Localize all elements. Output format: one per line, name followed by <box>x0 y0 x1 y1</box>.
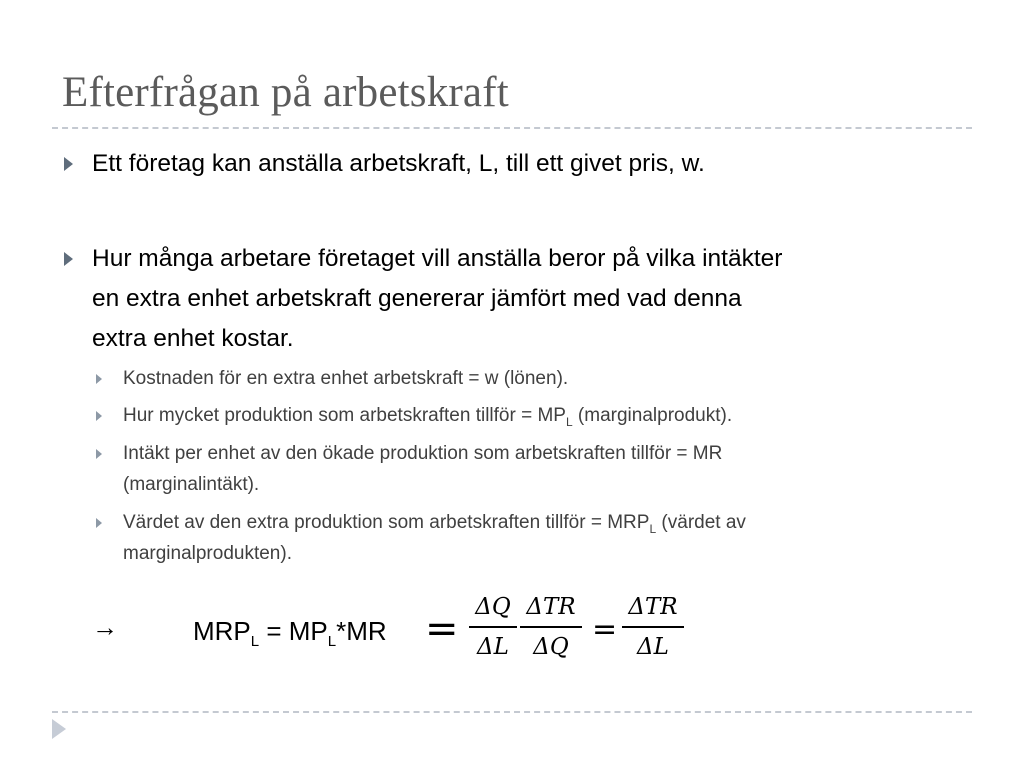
formula-mrp <box>193 616 387 650</box>
sub-bullet-text-line: (marginalintäkt). <box>123 474 260 495</box>
sub-bullet-text-part: (värdet av <box>656 512 746 533</box>
bullet-text: Ett företag kan anställa arbetskraft, L, till ett givet pris, w. <box>92 150 705 177</box>
subscript: L <box>649 522 657 536</box>
subscript: L <box>565 415 573 429</box>
sub-bullet-text: Kostnaden för en extra enhet arbetskraft = w (lönen). <box>123 368 569 389</box>
fraction-dtr-dq <box>520 594 582 660</box>
bullet-text-line: extra enhet kostar. <box>92 325 294 352</box>
sub-bullet-arrow-icon <box>96 411 102 421</box>
equals-sign: = <box>592 612 618 647</box>
bullet-arrow-icon <box>64 252 73 266</box>
sub-bullet-text-part: (marginalprodukt). <box>572 405 733 426</box>
fraction-dtr-dl <box>622 594 684 660</box>
formula-part: = MP <box>259 616 328 646</box>
sub-bullet-text-part: Värdet av den extra produktion som arbetskraften tillför = MRP <box>123 512 650 533</box>
subscript: L <box>250 633 260 650</box>
bullet-text-line: Hur många arbetare företaget vill anställa beror på vilka intäkter <box>92 245 783 272</box>
formula-part: *MR <box>336 616 387 646</box>
fraction-denominator: ΔQ <box>533 634 569 660</box>
slide-title: Efterfrågan på arbetskraft <box>62 69 509 116</box>
sub-bullet-arrow-icon <box>96 449 102 459</box>
subscript: L <box>327 633 337 650</box>
fraction-denominator: ΔL <box>477 634 509 660</box>
sub-bullet-text-part: Hur mycket produktion som arbetskraften tillför = MP <box>123 405 566 426</box>
slide-nav-arrow-icon[interactable] <box>52 719 66 739</box>
formula-part: MRP <box>193 616 251 646</box>
sub-bullet-text-line: marginalprodukten). <box>123 543 292 564</box>
sub-bullet-text <box>123 400 732 438</box>
equals-sign: = <box>425 606 459 652</box>
fraction-numerator: ΔTR <box>628 594 678 620</box>
bullet-text-line: en extra enhet arbetskraft genererar jämfört med vad denna <box>92 285 742 312</box>
bullet-arrow-icon <box>64 157 73 171</box>
fraction-denominator: ΔL <box>637 634 669 660</box>
fraction-numerator: ΔTR <box>526 594 576 620</box>
fraction-dq-dl <box>469 594 517 660</box>
sub-bullet-arrow-icon <box>96 374 102 384</box>
title-divider <box>52 127 972 129</box>
sub-bullet-text-line: Intäkt per enhet av den ökade produktion som arbetskraften tillför = MR <box>123 443 723 464</box>
fraction-numerator: ΔQ <box>475 594 511 620</box>
sub-bullet-arrow-icon <box>96 518 102 528</box>
arrow-symbol: → <box>92 612 118 642</box>
footer-divider <box>52 711 972 713</box>
